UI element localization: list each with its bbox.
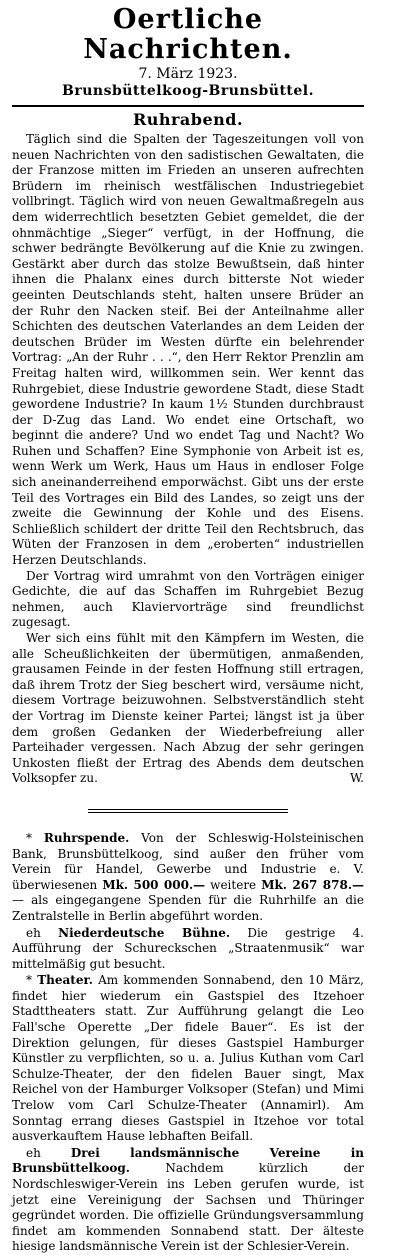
news-item-marker: * (26, 830, 32, 845)
news-item-keyword: Niederdeutsche Bühne. (58, 925, 231, 940)
article-paragraph: Der Vortrag wird umrahmt von den Vorträgen einiger Gedichte, die auf das Schaffen im Ruhrgebiet Bezug nehmen, auch Klaviervorträge sind freundlichst zugesagt. (12, 568, 364, 630)
news-item-text: Nachdem kürzlich der Nordschleswiger-Verein ins Leben gerufen wurde, ist jetzt eine Vereinigung der Sachsen und Thüringer gegründet worden. Die offizielle Gründungsversammlung findet am kommenden Sonnabend statt. Der älteste hiesige landsmännische Verein ist der Schlesier-Verein. (12, 1161, 364, 1254)
news-item-marker: eh (26, 1145, 41, 1160)
news-item-text: Am kommenden Sonnabend, den 10 März, findet hier wiederum ein Gastspiel des Itzehoer Stadttheaters statt. Zur Aufführung gelangt die Leo Fall'sche Operette „Der fidele Bauer“. Es ist der Direktion gelungen, für dieses Gastspiel Hamburger Künstler zu verpflichten, so u. a. Julius Kuthan vom Carl Schulze-Theater, der den fidelen Bauer singt, Max Reichel von der Hamburger Volksoper (Stefan) und Mimi Trelow vom Carl Schulze-Theater (Annamirl). Am Sonntag errang dieses Gastspiel in Itzehoe vor total ausverkauftem Hause lebhaften Beifall. (12, 973, 364, 1144)
news-item-text: — als eingegangene Spenden für die Ruhrhilfe an die Zentralstelle in Berlin abgeführt worden. (12, 893, 364, 923)
news-item-niederdeutsche-buehne (12, 926, 364, 973)
news-item-ruhrspende (12, 831, 364, 925)
article-body (12, 132, 364, 787)
news-item-text: Von der Schleswig-Holsteinischen Bank, Brunsbüttelkoog, sind außer den früher vom Verein für Handel, Gewerbe und Industrie e. V. überwiesenen (12, 830, 364, 892)
news-item-vereine (12, 1146, 364, 1255)
issue-date: 7. März 1923. (138, 66, 238, 82)
news-item-marker: eh (26, 925, 41, 940)
news-item-amount: Mk. 267 878.— (261, 877, 365, 892)
section-divider (88, 809, 288, 813)
news-items (12, 831, 364, 1255)
header-rule (12, 105, 364, 107)
news-item-keyword: Ruhrspende. (43, 830, 130, 845)
article-signature: W. (349, 771, 364, 786)
section-masthead: Oertliche Nachrichten. (83, 4, 293, 65)
news-item-amount: Mk. 500 000.— (102, 877, 206, 892)
article-paragraph: Täglich sind die Spalten der Tageszeitungen voll von neuen Nachrichten von den sadistischen Gewaltaten, die der Franzose mitten im Frieden an unseren aufrechten Brüdern im rheinisch westfälischen Industriegebiet vollbringt. Täglich wird von neuen Gewaltmaßregeln aus dem widerrechtlich besetzten Gebiet gemeldet, die der ohnmächtige „Sieger“ verfügt, in der Hoffnung, die schwer bedrängte Bevölkerung auf die Knie zu zwingen. Gestärkt aber durch das stolze Bewußtsein, daß hinter ihnen die Phalanx eines durch bitterste Not wieder geeinten Deutschlands steht, halten unsere Brüder an der Ruhr den Nacken steif. Bei der Anteilnahme aller Schichten des deutschen Vaterlandes an dem Leiden der deutschen Brüder im Westen dürfte ein belehrender Vortrag: „An der Ruhr . . .“, den Herr Rektor Prenzlin am Freitag halten wird, willkommen sein. Wer kennt das Ruhrgebiet, diese Industrie gewordene Stadt, diese Stadt gewordene Industrie? In kaum 1½ Stunden durchbraust der D-Zug das Land. Wo endet eine Ortschaft, wo beginnt die andere? Und wo endet Tag und Nacht? Wo Ruhen und Schaffen? Eine Symphonie von Arbeit ist es, wenn Werk um Werk, Haus um Haus in endloser Folge sich aneinanderreihend emporwächst. Gibt uns der erste Teil des Vortrages ein Bild des Landes, so zeigt uns der zweite die Gewinnung der Kohle und des Eisens. Schließlich schildert der dritte Teil den Rechtsbruch, das Wüten der Franzosen in dem „eroberten“ industriellen Herzen Deutschlands. (12, 132, 364, 568)
news-item-marker: * (26, 973, 32, 988)
news-item-text: weitere (205, 877, 262, 892)
dateline: Brunsbüttelkoog-Brunsbüttel. (62, 83, 314, 99)
news-item-keyword: Theater. (37, 973, 93, 988)
article-paragraph (12, 631, 364, 787)
news-item-text: Die gestrige 4. Aufführung der Schureckschen „Straatenmusik“ war mittelmäßig gut besucht. (12, 925, 364, 971)
article-paragraph-text: Wer sich eins fühlt mit den Kämpfern im Westen, die alle Scheußlichkeiten der übermütigen, anmaßenden, grausamen Feinde in der festen Hoffnung still ertragen, daß ihrem Trotz der Sieg beschert wird, versäume nicht, diesem Vortrage beizuwohnen. Selbstverständlich steht der Vortrag im Dienste keiner Partei; längst ist ja über dem großen Gedanken der Wiederbefreiung aller Parteihader vergessen. Nach Abzug der sehr geringen Unkosten fließt der Ertrag des Abends dem deutschen Volksopfer zu. (12, 631, 364, 786)
article-headline: Ruhrabend. (132, 110, 244, 129)
news-item-keyword: Drei landsmännische Vereine in Brunsbüttelkoog. (12, 1145, 364, 1176)
news-item-theater (12, 973, 364, 1145)
